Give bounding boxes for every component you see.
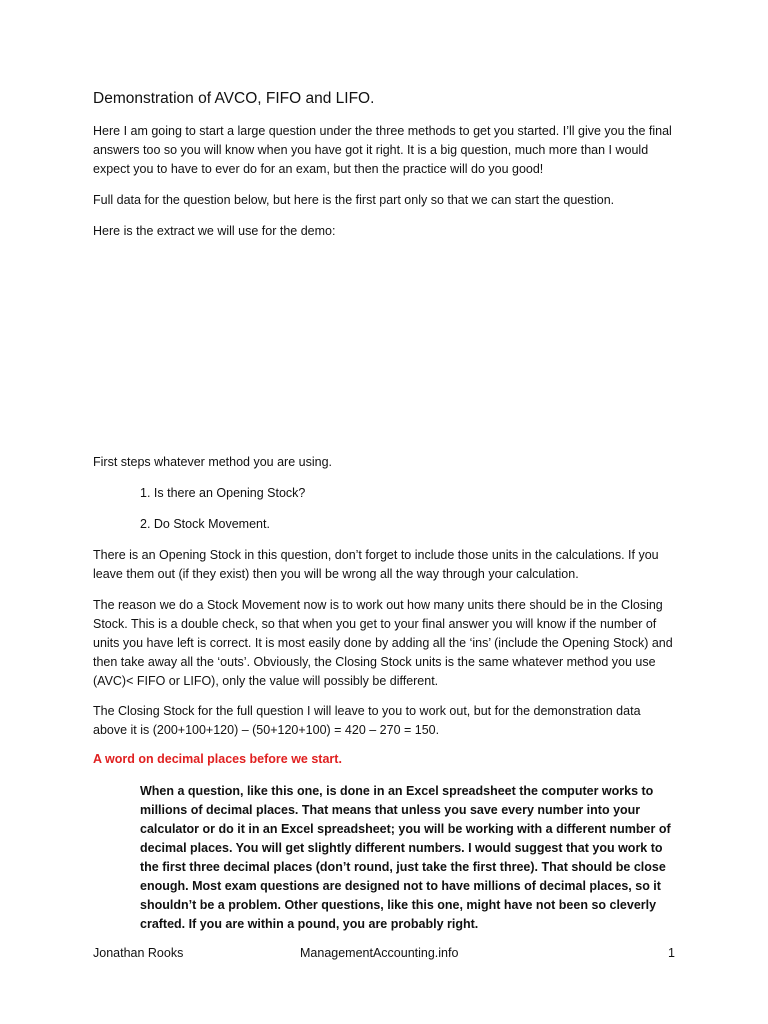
footer-site: ManagementAccounting.info xyxy=(300,946,459,960)
stock-movement-paragraph: The reason we do a Stock Movement now is to work out how many units there should be in the Closing Stock. This is a double check, so that when you get to your final answer you will know if the number of units you have left is correct. It is most easily done by adding all the ‘ins’ (include the Opening Stock) and then take away all the ‘outs’. Obviously, the Closing Stock units is the same whatever method you use (AVC)< FIFO or LIFO), only the value will possibly be different. xyxy=(93,598,673,688)
list-item: 1. Is there an Opening Stock? xyxy=(140,486,306,500)
intro-paragraph: Here I am going to start a large question under the three methods to get you started. I’ll give you the final answers too so you will know when you have got it right. It is a big question, much more than I would expect you to have to ever do for an exam, but then the practice will do you good! xyxy=(93,124,672,176)
footer-author: Jonathan Rooks xyxy=(93,946,184,960)
extract-paragraph: Here is the extract we will use for the demo: xyxy=(93,224,336,238)
decimal-places-note: When a question, like this one, is done in an Excel spreadsheet the computer works to millions of decimal places. That means that unless you save every number into your calculator or do it in an Excel spreadsheet; you will be working with a different number of decimal places. You will get slightly different numbers. I would suggest that you work to the first three decimal places (don’t round, just take the first three). That should be close enough. Most exam questions are designed not to have millions of decimal places, so it shouldn’t be a problem. Other questions, like this one, might have not been so cleverly crafted. If you are within a pound, you are probably right. xyxy=(140,784,671,931)
full-data-paragraph: Full data for the question below, but here is the first part only so that we can start the question. xyxy=(93,193,615,207)
closing-stock-paragraph: The Closing Stock for the full question I will leave to you to work out, but for the demonstration data above it is (200+100+120) – (50+120+100) = 420 – 270 = 150. xyxy=(93,704,641,737)
decimal-places-heading: A word on decimal places before we start. xyxy=(93,752,342,766)
first-steps-paragraph: First steps whatever method you are using. xyxy=(93,455,333,469)
opening-stock-paragraph: There is an Opening Stock in this question, don’t forget to include those units in the calculations. If you leave them out (if they exist) then you will be wrong all the way through your calculation. xyxy=(93,548,659,581)
footer-page-number: 1 xyxy=(668,946,675,960)
extract-image-area xyxy=(93,250,678,440)
page-title: Demonstration of AVCO, FIFO and LIFO. xyxy=(93,90,375,107)
list-item: 2. Do Stock Movement. xyxy=(140,517,270,531)
